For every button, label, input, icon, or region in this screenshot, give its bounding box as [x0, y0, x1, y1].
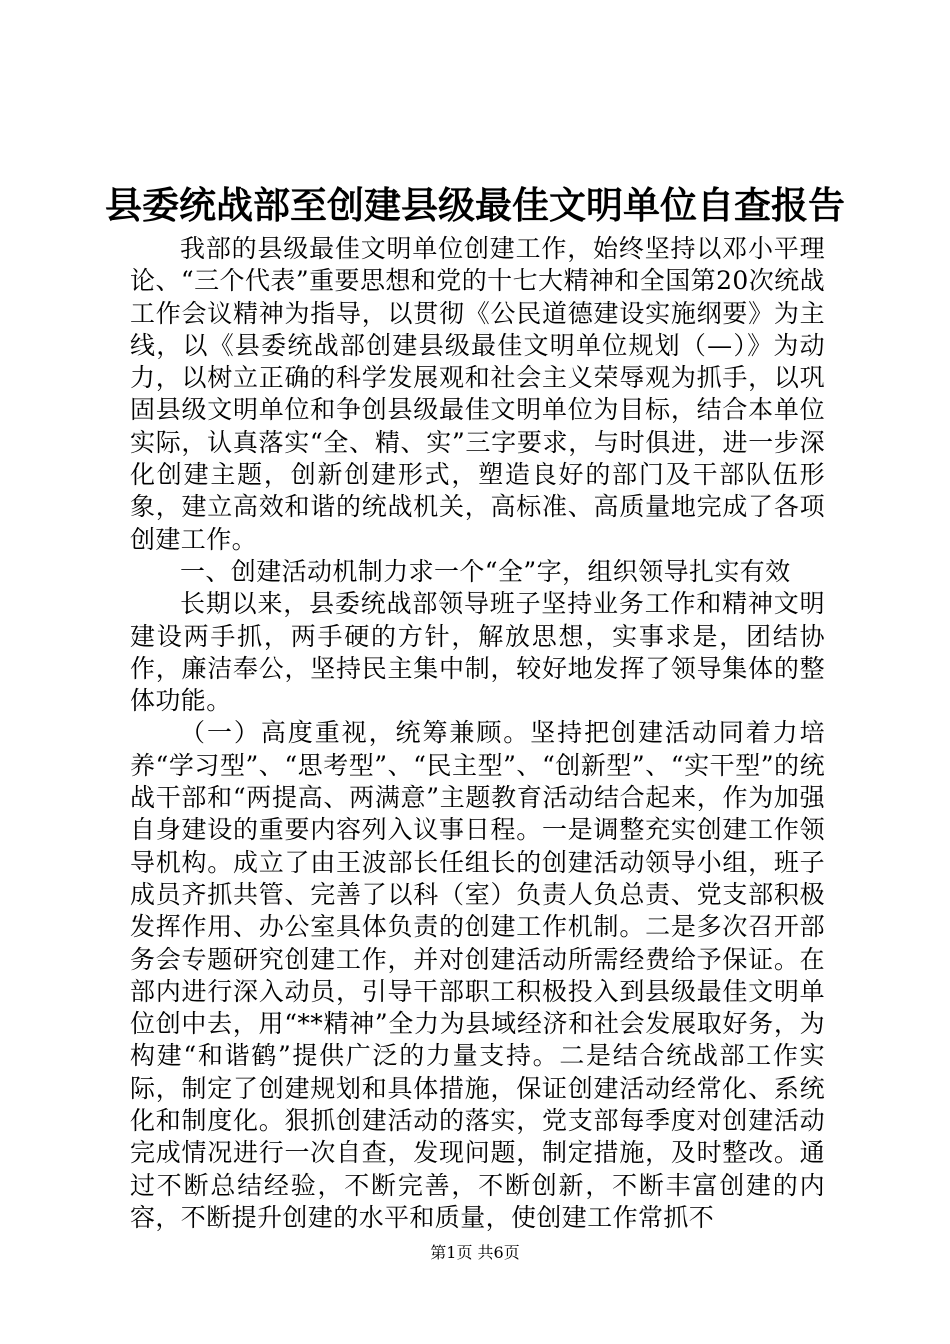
subsection-1-paragraph: （一）高度重视，统筹兼顾。坚持把创建活动同着力培养“学习型”、“思考型”、“民主型”、“创新型”、“实干型”的统战干部和“两提高、两满意”主题教育活动结合起来，作为加强自身建设的重要内容列入议事日程。一是调整充实创建工作领导机构。成立了由王波部长任组长的创建活动领导小组，班子成员齐抓共管、完善了以科（室）负责人负总责、党支部积极发挥作用、办公室具体负责的创建工作机制。二是多次召开部务会专题研究创建工作，并对创建活动所需经费给予保证。在部内进行深入动员，引导干部职工积极投入到县级最佳文明单位创中去，用“**精神”全力为县域经济和社会发展取好务，为构建“和谐鹤”提供广泛的力量支持。二是结合统战部工作实际，制定了创建规划和具体措施，保证创建活动经常化、系统化和制度化。狠抓创建活动的落实，党支部每季度对创建活动完成情况进行一次自查，发现问题，制定措施，及时整改。通过不断总结经验，不断完善，不断创新，不断丰富创建的内容，不断提升创建的水平和质量，使创建工作常抓不 — [130, 718, 826, 1232]
page-footer: 第1页 共6页 — [430, 1243, 520, 1262]
section-1-paragraph: 长期以来，县委统战部领导班子坚持业务工作和精神文明建设两手抓，两手硬的方针，解放思想，实事求是，团结协作，廉洁奉公，坚持民主集中制，较好地发挥了领导集体的整体功能。 — [130, 589, 825, 716]
document-body — [130, 233, 825, 1234]
document-title: 县委统战部至创建县级最佳文明单位自查报告 — [105, 184, 845, 227]
section-heading-1: 一、创建活动机制力求一个“全”字，组织领导扎实有效 — [180, 556, 791, 586]
intro-paragraph: 我部的县级最佳文明单位创建工作，始终坚持以邓小平理论、“三个代表”重要思想和党的十七大精神和全国第20次统战工作会议精神为指导，以贯彻《公民道德建设实施纲要》为主线，以《县委统战部创建县级最佳文明单位规划（—）》为动力，以树立正确的科学发展观和社会主义荣辱观为抓手，以巩固县级文明单位和争创县级最佳文明单位为目标，结合本单位实际，认真落实“全、精、实”三字要求，与时俱进，进一步深化创建主题，创新创建形式，塑造良好的部门及干部队伍形象，建立高效和谐的统战机关，高标准、高质量地完成了各项创建工作。 — [130, 234, 825, 554]
